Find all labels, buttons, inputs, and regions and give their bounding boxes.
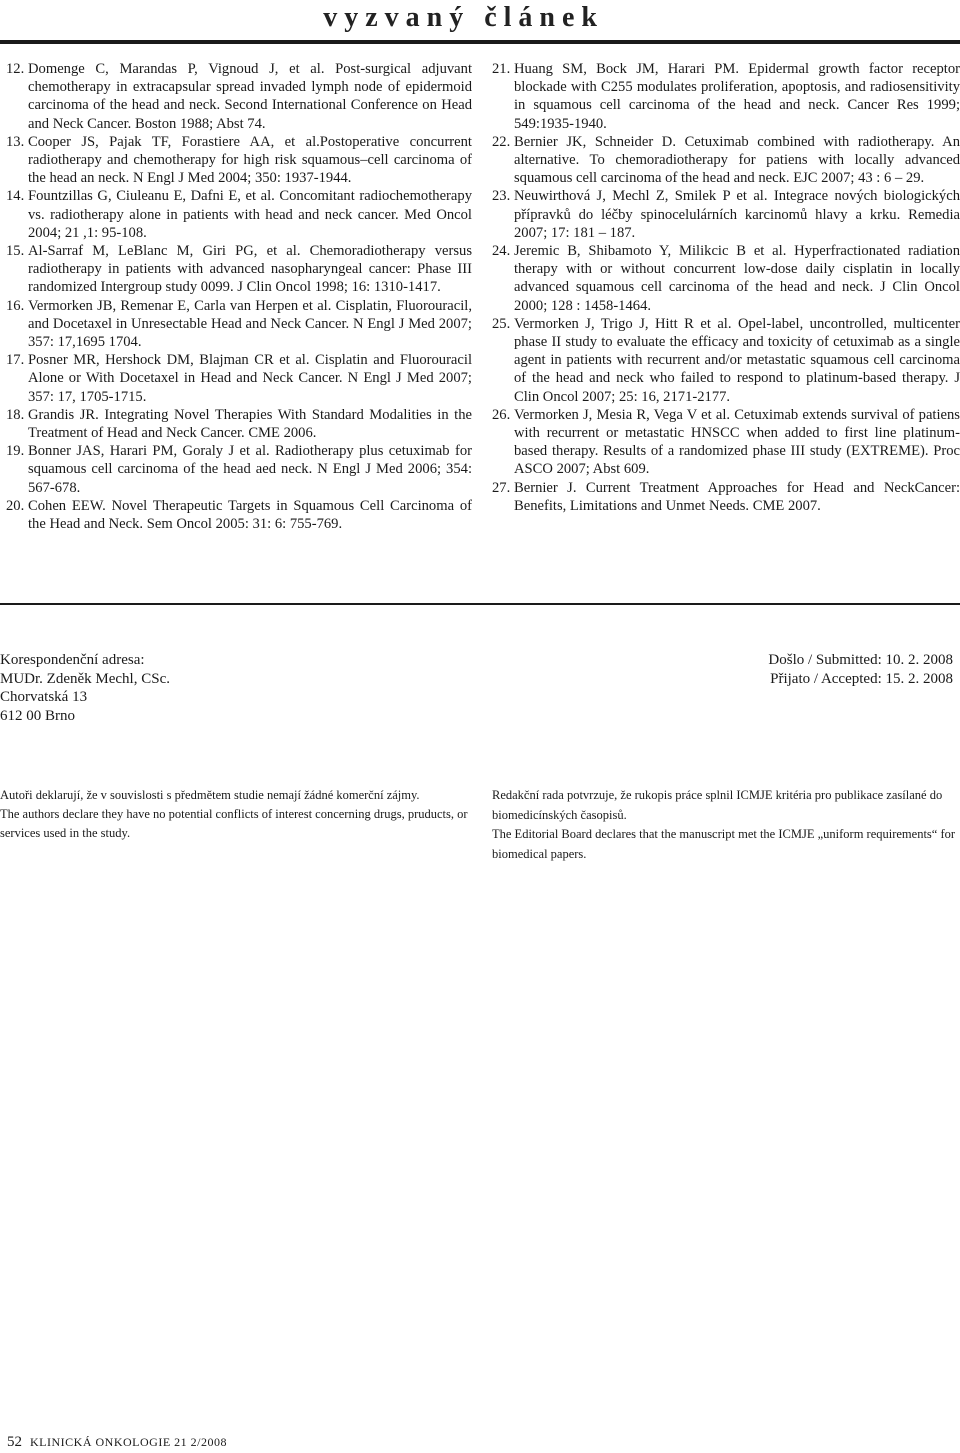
section-title: vyzvaný článek	[323, 2, 604, 33]
section-divider	[0, 603, 960, 605]
references-list-right	[492, 60, 960, 515]
reference-number: 14.	[6, 188, 25, 205]
reference-number: 26.	[492, 406, 511, 423]
reference-item	[6, 406, 472, 442]
reference-number: 27.	[492, 479, 511, 496]
reference-item	[6, 187, 472, 242]
correspondence-street: Chorvatská 13	[0, 689, 88, 705]
correspondence-address	[0, 651, 170, 725]
correspondence-heading: Korespondenční adresa:	[0, 652, 145, 668]
correspondence-city: 612 00 Brno	[0, 707, 75, 724]
reference-item	[6, 242, 472, 297]
reference-item	[6, 297, 472, 352]
submitted-date: Došlo / Submitted: 10. 2. 2008	[768, 652, 953, 668]
reference-number: 13.	[6, 133, 25, 150]
reference-item	[6, 60, 472, 133]
reference-item	[6, 497, 472, 533]
reference-item	[492, 242, 960, 315]
page-footer	[7, 1434, 227, 1451]
reference-number: 20.	[6, 497, 25, 514]
reference-text: Cohen EEW. Novel Therapeutic Targets in Squamous Cell Carcinoma of the Head and Neck. Sem Oncol 2005: 31: 6: 755-769.	[28, 497, 472, 533]
conflict-of-interest-statement	[0, 786, 470, 843]
reference-text: Domenge C, Marandas P, Vignoud J, et al. Post-surgical adjuvant chemotherapy in extracapsular spread invaded lymph node of epidermoid carcinoma of the head and neck. Second International Conference on Head and Neck Cancer. Boston 1988; Abst 74.	[28, 61, 472, 132]
disclosure-en: The authors declare they have no potential conflicts of interest concerning drugs, pruducts, or services used in the study.	[0, 807, 468, 840]
reference-number: 22.	[492, 133, 511, 150]
reference-item	[492, 406, 960, 479]
reference-text: Bernier J. Current Treatment Approaches for Head and NeckCancer: Benefits, Limitations and Unmet Needs. CME 2007.	[514, 479, 960, 514]
reference-number: 16.	[6, 297, 25, 314]
accepted-date: Přijato / Accepted: 15. 2. 2008	[770, 670, 953, 687]
references-list-left	[6, 60, 472, 533]
reference-item	[6, 442, 472, 497]
reference-text: Cooper JS, Pajak TF, Forastiere AA, et al.Postoperative concurrent radiotherapy and chemotherapy for high risk squamous–cell carcinoma of the head an neck. N Engl J Med 2004; 350: 1937-1944.	[28, 133, 472, 187]
reference-item	[6, 133, 472, 188]
header-rule	[0, 40, 960, 44]
reference-item	[6, 351, 472, 406]
reference-text: Vermorken J, Trigo J, Hitt R et al. Opel-label, uncontrolled, multicenter phase II study to evaluate the efficacy and toxicity of cetuximab as a single agent in patients with recurrent and/or metastatic squamous cell carcinoma of the head and neck who failed to respond to platinum-based therapy. J Clin Oncol 2007; 25: 16, 2171-2177.	[514, 315, 960, 405]
reference-number: 12.	[6, 61, 25, 77]
reference-text: Al-Sarraf M, LeBlanc M, Giri PG, et al. Chemoradiotherapy versus radiotherapy in patients with advanced nasopharyngeal cancer: Phase III randomized Intergroup study 0099. J Clin Oncol 1998; 16: 1310-1417.	[28, 243, 472, 296]
reference-text: Bernier JK, Schneider D. Cetuximab combined with radiotherapy. An alternative. To chemoradiotherapy for patiens with locally advanced squamous cell carcinoma of the head and neck. EJC 2007; 43 : 6 – 29.	[514, 133, 960, 187]
reference-number: 18.	[6, 406, 25, 423]
disclosure-cz: Autoři deklarují, že v souvislosti s předmětem studie nemají žádné komerční zájmy.	[0, 788, 420, 802]
references-left-column	[6, 60, 472, 533]
page-number: 52	[7, 1434, 22, 1450]
editorial-board-statement	[492, 786, 960, 864]
reference-item	[492, 187, 960, 242]
reference-number: 19.	[6, 443, 25, 460]
reference-item	[492, 315, 960, 406]
reference-item	[492, 133, 960, 188]
reference-text: Grandis JR. Integrating Novel Therapies With Standard Modalities in the Treatment of Head and Neck Cancer. CME 2006.	[28, 406, 472, 442]
reference-text: Neuwirthová J, Mechl Z, Smilek P et al. Integrace nových biologických přípravků do léčby spinocelulárních karcinomů hlavy a krku. Remedia 2007; 17: 181 – 187.	[514, 188, 960, 241]
references-right-column	[492, 60, 960, 515]
reference-item	[492, 479, 960, 515]
reference-number: 24.	[492, 243, 511, 260]
journal-name: KLINICKÁ ONKOLOGIE 21 2/2008	[30, 1435, 227, 1449]
reference-text: Vermorken JB, Remenar E, Carla van Herpen et al. Cisplatin, Fluorouracil, and Docetaxel in Unresectable Head and Neck Cancer. N Engl J Med 2007; 357: 17,1695 1704.	[28, 297, 472, 351]
reference-text: Jeremic B, Shibamoto Y, Milikcic B et al. Hyperfractionated radiation therapy with or without concurrent low-dose daily cisplatin in locally advanced squamous cell carcinoma of the head and neck. J Clin Oncol 2000; 128 : 1458-1464.	[514, 243, 960, 314]
reference-text: Posner MR, Hershock DM, Blajman CR et al. Cisplatin and Fluorouracil Alone or With Docetaxel in Head and Neck Cancer. N Engl J Med 2007; 357: 17, 1705-1715.	[28, 352, 472, 405]
reference-number: 23.	[492, 188, 511, 205]
editorial-en: The Editorial Board declares that the manuscript met the ICMJE „uniform requirements“ for biomedical papers.	[492, 827, 956, 861]
reference-item	[492, 60, 960, 133]
reference-number: 17.	[6, 352, 25, 369]
correspondence-name: MUDr. Zdeněk Mechl, CSc.	[0, 670, 170, 687]
reference-text: Vermorken J, Mesia R, Vega V et al. Cetuximab extends survival of patiens with recurrent or metastatic HNSCC when added to first line platinum-based therapy. Results of a randomized phase III study (EXTREME). Proc ASCO 2007; Abst 609.	[514, 406, 960, 478]
reference-number: 25.	[492, 315, 511, 332]
reference-number: 21.	[492, 61, 511, 77]
submission-dates	[768, 651, 953, 688]
reference-text: Bonner JAS, Harari PM, Goraly J et al. Radiotherapy plus cetuximab for squamous cell carcinoma of the head aed neck. N Engl J Med 2006; 354: 567-678.	[28, 443, 472, 496]
reference-text: Huang SM, Bock JM, Harari PM. Epidermal growth factor receptor blockade with C255 modulates proliferation, apoptosis, and radiosensitivity in squamous cell carcinoma of the head and neck. Cancer Res 1999; 549:1935-1940.	[514, 61, 960, 132]
reference-number: 15.	[6, 243, 25, 260]
reference-text: Fountzillas G, Ciuleanu E, Dafni E, et al. Concomitant radiochemotherapy vs. radiotherapy alone in patients with head and neck cancer. Med Oncol 2004; 21 ,1: 95-108.	[28, 188, 472, 241]
editorial-cz: Redakční rada potvrzuje, že rukopis práce splnil ICMJE kritéria pro publikace zasílané do biomedicínských časopisů.	[492, 788, 943, 822]
